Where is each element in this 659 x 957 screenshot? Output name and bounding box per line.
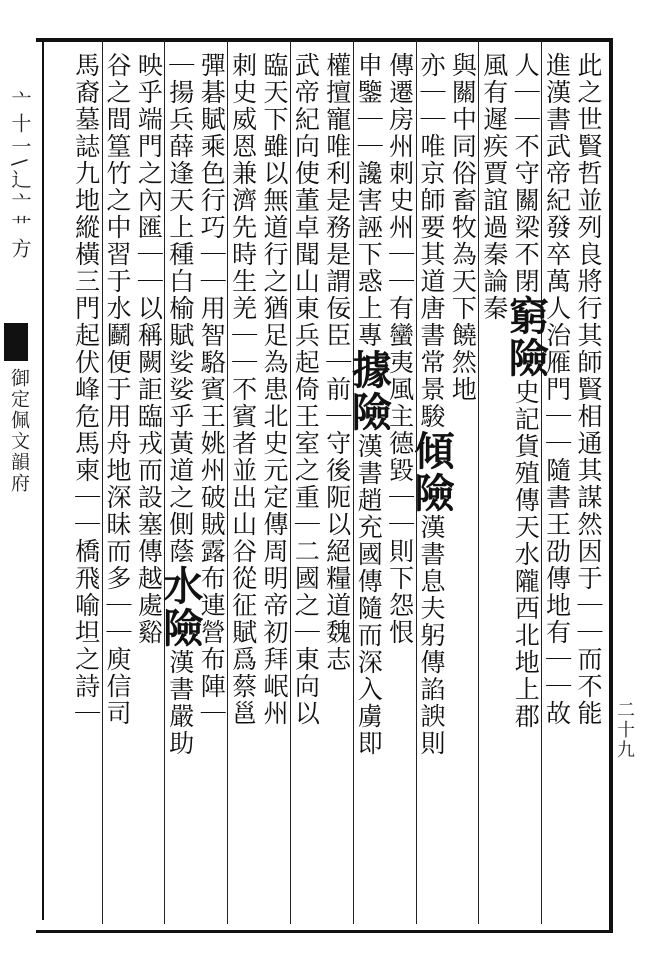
column-rule: [290, 40, 291, 924]
column-text: 風有遲疾賈誼過秦論秦: [479, 52, 509, 322]
column-text: 此之世賢哲並列良將行其師賢相通其謀然因于｜｜而不能: [573, 52, 603, 727]
fishtail-mark-icon: [4, 323, 28, 361]
column-text: 刺史威恩兼濟先時生羌｜｜不賓者並出山谷從征賦爲蔡邕: [228, 52, 258, 727]
column-text: 人｜｜不守關梁不閉: [511, 52, 541, 295]
entry-headword: 窮險: [502, 295, 550, 379]
column-text: ｜前｜守後阨以絕糧道魏志: [322, 349, 352, 673]
entry-headword: 水險: [156, 565, 204, 649]
column-text: 映乎端門之內匯｜｜以稱闕詎臨戎而設塞: [134, 52, 164, 538]
text-column: [70, 52, 101, 912]
column-text: 主德毀｜｜則下怨恨: [385, 403, 415, 646]
page-number: 二十九: [614, 700, 635, 760]
column-text: 漢書息夫躬傳諂諛則: [416, 514, 446, 757]
text-column: [573, 52, 604, 912]
column-text: 臨天下雖以無道行之猶足為患北史元定傳周明帝初拜岷州: [259, 52, 289, 727]
column-text: 谷之間篁竹之中習于水鬬便于用舟地深昧而多｜｜庾信司: [102, 52, 132, 727]
column-text: 亦｜｜唯京師要其道唐書常景駿: [416, 52, 446, 430]
column-rule: [353, 40, 354, 924]
text-column: [133, 52, 164, 912]
text-column: [156, 52, 204, 912]
margin-top-text: 亠十一\辶亠艹方: [8, 90, 32, 261]
page-margin: [0, 38, 34, 926]
text-column: [345, 52, 393, 912]
column-text: 申鑒｜｜讒害誣下惑上專: [354, 52, 384, 349]
text-column: [407, 52, 455, 912]
text-column: [259, 52, 290, 912]
column-text: ｜揚兵薛逢天上種白榆賦娑娑乎黃道之側蔭: [165, 52, 195, 565]
text-column: [321, 52, 352, 912]
text-column: [541, 52, 572, 912]
text-column: [478, 52, 509, 912]
column-text: 漢書嚴助: [165, 649, 195, 757]
frame-left-rule: [42, 42, 44, 920]
column-text: 漢書趙充國傳隨而深入虜即: [354, 433, 384, 757]
column-text: 進漢書武帝紀發卒萬人治雁門｜｜隨書王劭傳地有｜｜故: [542, 52, 572, 727]
column-text: 馬裔墓誌九地縱橫三門起伏峰危馬柬｜｜橋飛喻坦之詩｜: [71, 52, 101, 727]
column-rule: [541, 40, 542, 924]
column-text: 彈碁賦乘色行巧｜｜用智駱賓王姚州破賊露布連營布陣｜: [197, 52, 227, 727]
entry-headword: 據險: [345, 349, 393, 433]
column-rule: [102, 40, 103, 924]
column-text: 武帝紀向使董卓聞山東兵起倚王室之重｜二國之｜東向以: [291, 52, 321, 727]
entry-headword: 傾險: [407, 430, 455, 514]
column-text: 傳遷房州刺史州｜｜有蠻夷風: [385, 52, 415, 403]
text-column: [290, 52, 321, 912]
text-column: [227, 52, 258, 912]
column-text: 傳越處谿: [134, 538, 164, 646]
text-column: [196, 52, 227, 912]
column-text: 權擅寵唯利是務是謂佞臣: [322, 52, 352, 349]
column-rule: [478, 40, 479, 924]
column-text: 史記貨殖傳天水隴西北地上郡: [511, 379, 541, 730]
text-column: [502, 52, 550, 912]
column-rule: [227, 40, 228, 924]
column-rule: [164, 40, 165, 924]
book-title: 御定佩文韻府: [8, 368, 30, 494]
text-column: [102, 52, 133, 912]
column-text: 與關中同俗畜牧為天下饒然地: [448, 52, 478, 403]
column-rule: [416, 40, 417, 924]
text-column: [384, 52, 415, 912]
